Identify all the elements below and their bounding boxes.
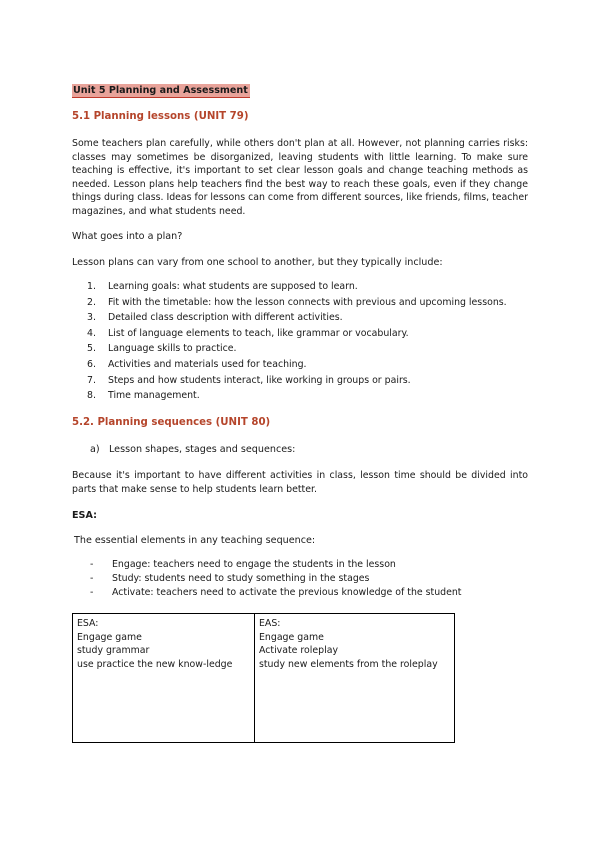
list-item (90, 572, 461, 586)
esa-comparison-table (72, 613, 455, 743)
list-text: Steps and how students interact, like working in groups or pairs. (108, 374, 411, 386)
list-number: 5. (87, 343, 96, 355)
plan-intro: Lesson plans can vary from one school to another, but they typically include: (72, 257, 443, 268)
essential-intro: The essential elements in any teaching sequence: (74, 535, 316, 546)
list-text: Language skills to practice. (108, 343, 237, 355)
list-text: Activate: teachers need to activate the previous knowledge of the student (112, 586, 462, 598)
list-text: Activities and materials used for teaching. (108, 358, 307, 370)
list-item (90, 586, 461, 600)
dash-bullet: - (90, 586, 94, 598)
unit-title: Unit 5 Planning and Assessment (73, 85, 248, 96)
dash-bullet: - (90, 572, 94, 584)
table-cell-line: ESA: (77, 618, 99, 629)
list-item (90, 558, 461, 572)
list-text: Time management. (108, 390, 200, 402)
list-number: 8. (87, 390, 96, 402)
list-item (82, 327, 507, 343)
list-item (82, 342, 507, 358)
list-number: 1. (87, 281, 96, 292)
dash-bullet: - (90, 559, 94, 570)
list-text: Learning goals: what students are supposed to learn. (108, 281, 358, 292)
table-cell-line: Engage game (77, 631, 142, 643)
section-heading-planning-lessons: 5.1 Planning lessons (UNIT 79) (72, 111, 249, 122)
list-text: Fit with the timetable: how the lesson connects with previous and upcoming lessons. (108, 296, 507, 308)
list-number: 7. (87, 374, 96, 386)
table-cell-line: Activate roleplay (259, 645, 339, 657)
list-item (82, 358, 507, 374)
section-heading-planning-sequences: 5.2. Planning sequences (UNIT 80) (72, 417, 271, 428)
list-number: 3. (87, 312, 96, 324)
list-text: Study: students need to study something in the stages (112, 572, 370, 584)
list-text: Detailed class description with different activities. (108, 312, 343, 324)
list-number: 4. (87, 327, 96, 339)
list-number: 2. (87, 296, 96, 308)
plan-question: What goes into a plan? (72, 231, 183, 242)
list-text: List of language elements to teach, like grammar or vocabulary. (108, 327, 409, 339)
list-text: Engage: teachers need to engage the students in the lesson (112, 559, 396, 570)
essential-elements-list (90, 558, 461, 599)
sub-heading: Lesson shapes, stages and sequences: (109, 444, 296, 455)
list-item (82, 296, 507, 312)
intro-paragraph: Some teachers plan carefully, while others don't plan at all. However, not planning carries risks: classes may sometimes be disorganized, leaving students with little learning. To make sure teaching is effective, it's important to set clear lesson goals and change teaching methods as needed. Lesson plans help teachers find the best way to reach these goals, even if they change things during class. Ideas for lessons can come from different sources, like friends, films, teacher magazines, and what students need. (72, 138, 528, 217)
plan-elements-list (82, 280, 507, 405)
table-cell-line: EAS: (259, 618, 281, 629)
list-item (82, 389, 507, 405)
table-cell-line: Engage game (259, 631, 324, 643)
table-column-esa (73, 614, 255, 742)
table-cell-line: use practice the new know-ledge (77, 658, 233, 670)
list-item (82, 311, 507, 327)
sub-heading-marker: a) (90, 444, 100, 455)
list-number: 6. (87, 358, 96, 370)
esa-label: ESA: (72, 510, 97, 521)
table-column-eas (255, 614, 454, 742)
sequences-paragraph: Because it's important to have different activities in class, lesson time should be divided into parts that make sense to help students learn better. (72, 470, 528, 495)
list-item (82, 280, 507, 296)
table-cell-line: study new elements from the roleplay (259, 658, 438, 670)
list-item (82, 374, 507, 390)
table-cell-line: study grammar (77, 645, 150, 657)
